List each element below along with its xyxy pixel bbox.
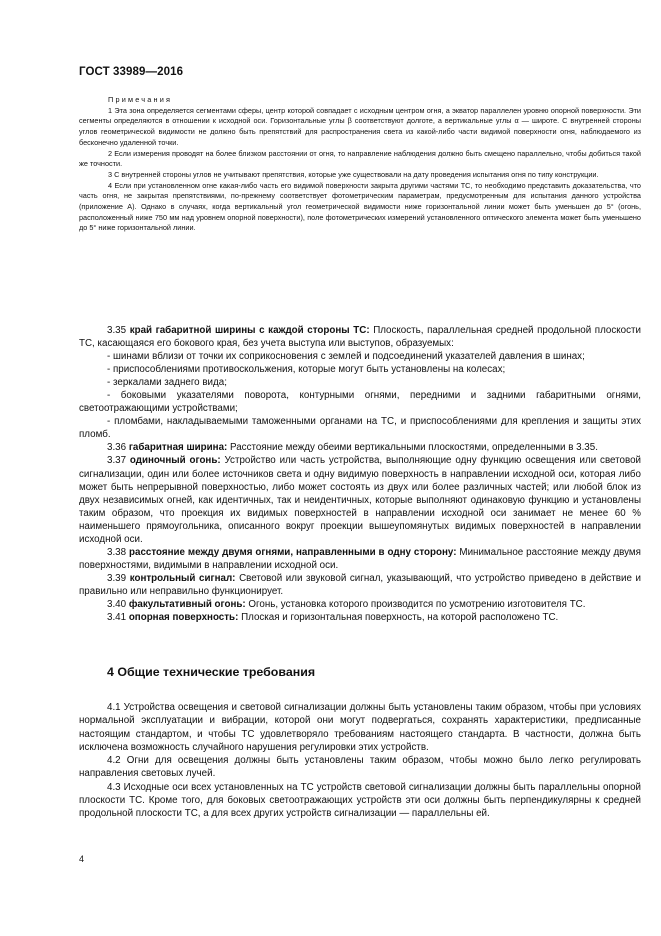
term-text: Плоскость, параллельная средней продольной плоскости ТС, касающаяся его бокового края, без учета выступа или выступов, образуемых: bbox=[79, 325, 641, 350]
clause-number: 3.35 bbox=[107, 325, 127, 336]
term-name: расстояние между двумя огнями, направленными в одну сторону: bbox=[129, 546, 457, 558]
page-number: 4 bbox=[79, 854, 85, 864]
term-name: одиночный огонь: bbox=[129, 455, 221, 467]
definitions-block bbox=[79, 324, 641, 624]
term-name: опорная поверхность: bbox=[128, 612, 239, 624]
term-text: Световой или звуковой сигнал, указывающий, что устройство приведено в действие и правильно или неправильно функционирует. bbox=[79, 572, 641, 597]
list-item: - приспособлениями противоскольжения, которые могут быть установлены на колесах; bbox=[107, 364, 506, 376]
document-header: ГОСТ 33989—2016 bbox=[79, 66, 184, 78]
notes-heading: Примечания bbox=[108, 95, 173, 104]
term-text: Минимальное расстояние между двумя поверхностями, видимыми в направлении исходной оси. bbox=[79, 546, 641, 571]
clause-number: 3.36 bbox=[107, 442, 127, 454]
term-text: Расстояние между обеими вертикальными плоскостями, определенными в 3.35. bbox=[230, 442, 598, 454]
section-heading: 4 Общие технические требования bbox=[107, 665, 316, 679]
clause-number: 3.38 bbox=[107, 546, 127, 558]
term-text: Устройство или часть устройства, выполняющие одну функцию освещения или световой сигнализации, один или более источников света и одну видимую поверхность в направлении исходной оси, которая либо может быть непрерывной поверхностью, либо может состоять из двух или более различных частей; или любой блок из двух независимых огней, как идентичных, так и неидентичных, которые выполняют одинаковую функцию и установлены таким образом, что проекция их видимых поверхностей в направлении исходной оси занимает не менее 60 % наименьшего прямоугольника, описанного вокруг проекции вышеупомянутых видимых поверхностей в направлении исходной оси. bbox=[79, 455, 642, 545]
note-item: 3 С внутренней стороны углов не учитывают препятствия, которые уже существовали на дату проведения испытания огня по типу конструкции. bbox=[108, 169, 599, 179]
list-item: - шинами вблизи от точки их соприкосновения с землей и подсоединений указателей давления в шинах; bbox=[107, 351, 585, 363]
note-item: 1 Эта зона определяется сегментами сферы, центр которой совпадает с исходным центром огня, а экватор параллелен уровню опорной поверхности. Эти сегменты определяются в отношении к исходной оси. Горизонтальные углы β соответствуют долготе, а вертикальные углы α — широте. С внутренней стороны углов геометрической видимости не должно быть препятствий для распространения света из какой-либо части видимой поверхности огня, наблюдаемого из бесконечно удаленной точки. bbox=[79, 105, 641, 147]
notes-block bbox=[79, 95, 641, 234]
term-name: габаритная ширина: bbox=[128, 442, 228, 454]
term-name: край габаритной ширины с каждой стороны ТС: bbox=[129, 325, 370, 336]
term-text: Плоская и горизонтальная поверхность, на которой расположено ТС. bbox=[241, 612, 559, 624]
list-item: - боковыми указателями поворота, контурными огнями, передними и задними габаритными огнями, светоотражающими устройствами; bbox=[79, 390, 641, 415]
definition-3-39 bbox=[79, 572, 641, 598]
definition-3-40 bbox=[79, 598, 641, 611]
definition-3-41 bbox=[79, 611, 641, 624]
clause-number: 3.39 bbox=[107, 572, 127, 584]
term-text: Огонь, установка которого производится по усмотрению изготовителя ТС. bbox=[248, 598, 586, 610]
clause-number: 3.41 bbox=[107, 612, 127, 624]
note-item: 4 Если при установленном огне какая-либо часть его видимой поверхности закрыта другими частями ТС, то необходимо представить доказательства, что часть огня, не закрытая препятствиями, по-прежнему соответствует фотометрическим параметрам, предусмотренным для испытания данного устройства (приложение А). Однако в случаях, когда вертикальный угол геометрической видимости ниже горизонтальной линии может быть уменьшен до 5° (огонь, расположенный ниже 750 мм над уровнем опорной поверхности), поле фотометрических измерений установленного оптического элемента может быть уменьшено до 5° ниже горизонтальной линии. bbox=[79, 180, 641, 233]
section-body bbox=[79, 701, 641, 821]
term-name: факультативный огонь: bbox=[128, 598, 246, 610]
paragraph: 4.1 Устройства освещения и световой сигнализации должны быть установлены таким образом, чтобы при условиях нормальной эксплуатации и вибрации, которой они могут подвергаться, сохранять характеристики, предписанные настоящим стандартом, и чтобы ТС удовлетворяло требованиям настоящего стандарта. В частности, должна быть исключена возможность случайного нарушения регулировки этих устройств. bbox=[79, 702, 641, 753]
definition-3-35 bbox=[79, 324, 641, 350]
term-name: контрольный сигнал: bbox=[129, 572, 236, 584]
definition-3-38 bbox=[79, 546, 641, 572]
definition-3-37 bbox=[79, 454, 641, 545]
clause-number: 3.37 bbox=[107, 455, 127, 467]
paragraph: 4.2 Огни для освещения должны быть установлены таким образом, чтобы можно было легко регулировать направления световых лучей. bbox=[79, 755, 641, 780]
clause-number: 3.40 bbox=[107, 598, 127, 610]
note-item: 2 Если измерения проводят на более близком расстоянии от огня, то направление наблюдения должно быть смещено параллельно, чтобы добиться такой же точности. bbox=[79, 148, 641, 169]
paragraph: 4.3 Исходные оси всех установленных на ТС устройств световой сигнализации должны быть параллельны опорной плоскости ТС. Кроме того, для боковых светоотражающих устройств эти оси должны быть перпендикулярны к средней продольной плоскости ТС, а для всех других устройств сигнализации — параллельны ей. bbox=[79, 781, 641, 820]
list-item: - зеркалами заднего вида; bbox=[107, 377, 227, 389]
definition-3-36 bbox=[79, 441, 641, 454]
list-item: - пломбами, накладываемыми таможенными органами на ТС, и приспособлениями для крепления и защиты этих пломб. bbox=[79, 416, 641, 441]
